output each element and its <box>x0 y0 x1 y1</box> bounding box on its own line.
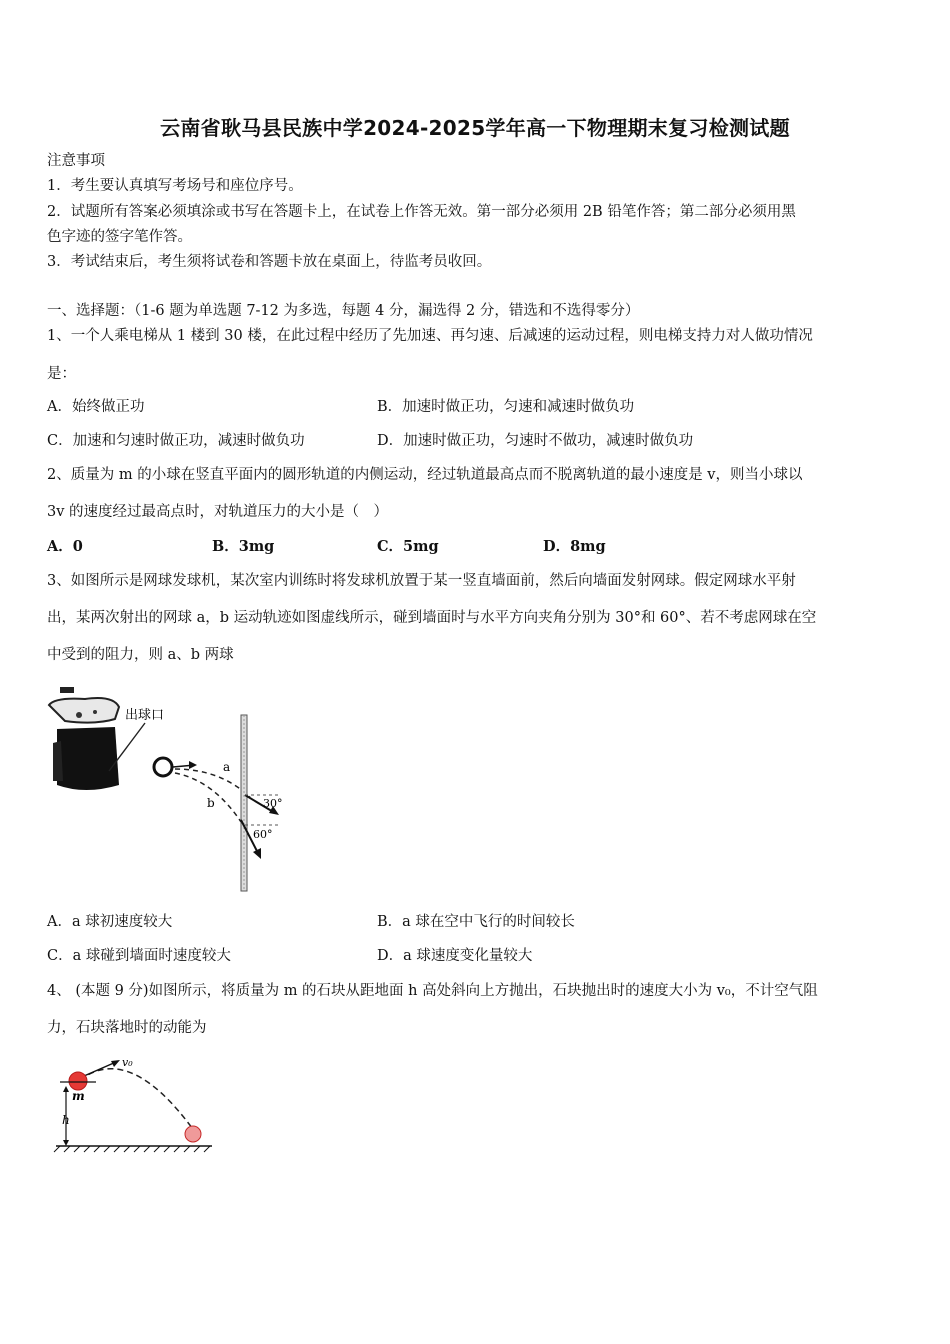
page-title: 云南省耿马县民族中学2024-2025学年高一下物理期末复习检测试题 <box>160 116 790 140</box>
q2-option-d: D．8mg <box>543 538 606 555</box>
q3-stem: 3、如图所示是网球发球机，某次室内训练时将发球机放置于某一竖直墙面前，然后向墙面发射网球。假定网球水平射 <box>47 573 796 589</box>
q3-option-d: D．a 球速度变化量较大 <box>377 948 533 964</box>
q2-option-c: C．5mg <box>377 538 439 555</box>
label-h: h <box>62 1113 70 1127</box>
notice-heading: 注意事项 <box>47 153 105 169</box>
trajectory <box>80 1069 195 1132</box>
q4-figure <box>50 1052 220 1157</box>
label-v0: v₀ <box>122 1056 133 1069</box>
q3-figure <box>45 685 305 895</box>
angle-30: 30° <box>263 797 283 810</box>
q2-stem: 2、质量为 m 的小球在竖直平面内的圆形轨道的内侧运动，经过轨道最高点而不脱离轨道的最小速度是 v，则当小球以 <box>47 467 803 483</box>
q1-stem-cont: 是： <box>47 366 76 382</box>
ball-machine <box>49 687 119 790</box>
q3-option-b: B．a 球在空中飞行的时间较长 <box>377 914 575 930</box>
q1-stem: 1、一个人乘电梯从 1 楼到 30 楼，在此过程中经历了先加速、再匀速、后减速的运动过程，则电梯支持力对人做功情况 <box>47 328 813 344</box>
q1-option-c: C．加速和匀速时做正功，减速时做负功 <box>47 433 305 449</box>
q3-stem-cont: 出，某两次射出的网球 a，b 运动轨迹如图虚线所示，碰到墙面时与水平方向夹角分别为 30°和 60°、若不考虑网球在空 <box>47 610 817 626</box>
q3-stem-cont2: 中受到的阻力，则 a、b 两球 <box>47 647 234 663</box>
q3-option-c: C．a 球碰到墙面时速度较大 <box>47 948 231 964</box>
outlet-label: 出球口 <box>125 708 165 723</box>
q2-option-a: A．0 <box>47 538 83 555</box>
q3-option-a: A．a 球初速度较大 <box>47 914 173 930</box>
q1-option-b: B．加速时做正功，匀速和减速时做负功 <box>377 399 635 415</box>
q2-stem-cont: 3v 的速度经过最高点时，对轨道压力的大小是（ ） <box>47 504 389 520</box>
label-m: m <box>72 1089 85 1103</box>
stone-start <box>69 1072 87 1090</box>
label-a: a <box>223 760 231 774</box>
angle-60: 60° <box>253 828 273 841</box>
stone-end <box>185 1126 201 1142</box>
trajectory-a <box>175 769 250 797</box>
label-b: b <box>207 796 215 810</box>
q4-stem: 4、 (本题 9 分)如图所示，将质量为 m 的石块从距地面 h 高处斜向上方抛出，石块抛出时的速度大小为 v₀，不计空气阻 <box>47 983 818 999</box>
notice-item-1: 1．考生要认真填写考场号和座位序号。 <box>47 178 303 194</box>
section-heading: 一、选择题：（1-6 题为单选题 7-12 为多选，每题 4 分，漏选得 2 分，错选和不选得零分） <box>47 303 640 319</box>
notice-item-3: 3．考试结束后，考生须将试卷和答题卡放在桌面上，待监考员收回。 <box>47 254 492 270</box>
ball-icon <box>154 758 172 776</box>
notice-item-2: 2．试题所有答案必须填涂或书写在答题卡上，在试卷上作答无效。第一部分必须用 2B 铅笔作答；第二部分必须用黑 <box>47 204 796 220</box>
q2-option-b: B．3mg <box>212 538 275 555</box>
q4-stem-cont: 力，石块落地时的动能为 <box>47 1020 207 1036</box>
q1-option-d: D．加速时做正功，匀速时不做功，减速时做负功 <box>377 433 694 449</box>
notice-item-2-cont: 色字迹的签字笔作答。 <box>47 229 192 245</box>
q1-option-a: A．始终做正功 <box>47 399 145 415</box>
